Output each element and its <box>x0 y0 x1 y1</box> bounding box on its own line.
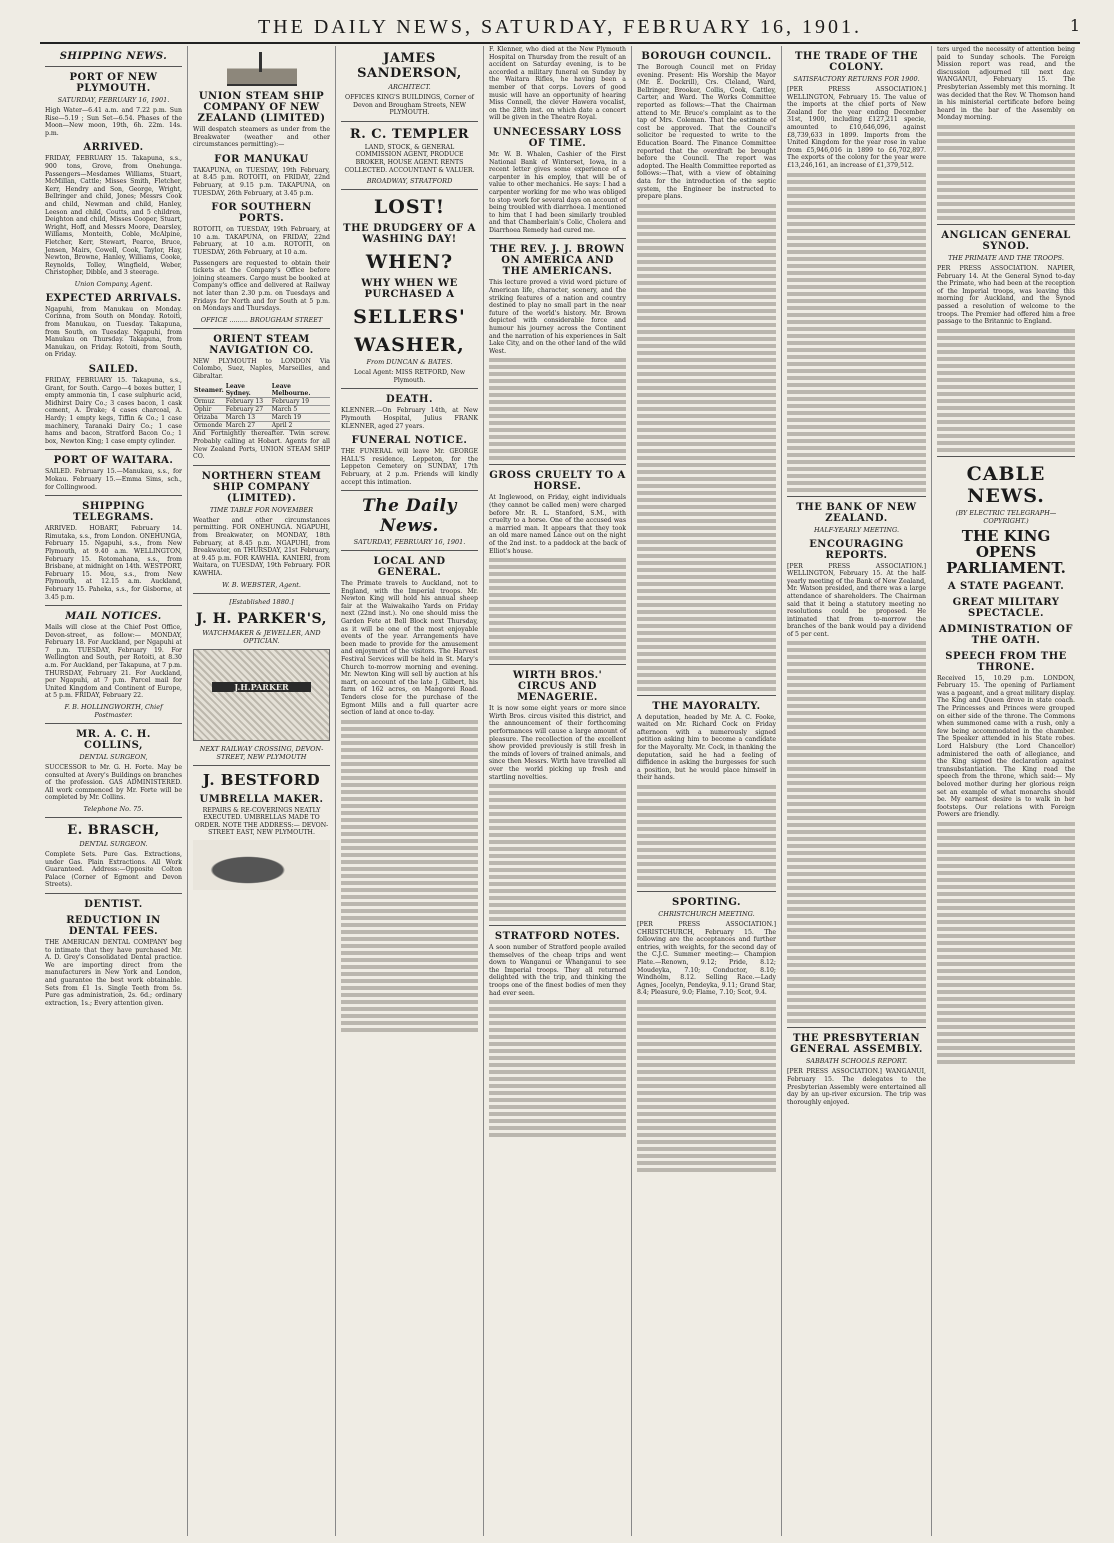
synod-text: PER PRESS ASSOCIATION. NAPIER, February 14. At the General Synod to-day the Primate, who had been at the reception of the Imperial troops, was leaving this morning for Auckland, and the Synod passed a resolution of welcome to the troops. The Premier had offered him a free passage to the Britannic to England. <box>937 264 1075 326</box>
divider <box>45 723 182 724</box>
templer-text: LAND, STOCK, & GENERAL COMMISSION AGENT, PRODUCE BROKER, HOUSE AGENT. RENTS COLLECTED. ACCOUNTANT & VALUER. <box>344 143 475 174</box>
lost-subheading: THE DRUDGERY OF A WASHING DAY! <box>343 223 476 246</box>
presbyterian-heading: THE PRESBYTERIAN GENERAL ASSEMBLY. <box>790 1033 923 1056</box>
column-2 <box>188 46 336 1536</box>
column-1 <box>40 46 188 1536</box>
divider <box>489 464 626 465</box>
port-heading: PORT OF NEW PLYMOUTH. <box>69 72 158 94</box>
table-cell: Orizaba <box>193 414 225 422</box>
illegible-text-lines <box>787 173 926 492</box>
borough-text: The Borough Council met on Friday evening. Present: His Worship the Mayor (Mr. E. Dockrill), Crs. Cleland, Ward, Bellringer, Brooker, Collis, Cook, Cattley, Carter, and Ward. The Works Committee reported as follows:—That the Chairman attend to Mr. Bruce's complaint as to the tap of Mrs. Coleman. That the estimate of cost be approved. That the Council's solicitor be requested to write to the Education Board. The Finance Committee reported that the overdraft be brought before the Council. The report was adopted. The Health Committee reported as follows:—That, with a view of obtaining data for the introduction of the septic system, the Engineer be instructed to prepare plans. <box>637 64 776 201</box>
local-agent: Local Agent: MISS RETFORD, New Plymouth. <box>353 369 466 384</box>
masthead <box>40 14 1080 44</box>
synod-subheading: THE PRIMATE AND THE TROOPS. <box>948 253 1064 262</box>
local-general-heading: LOCAL AND GENERAL. <box>373 556 446 579</box>
tides-text: High Water—6.41 a.m. and 7.22 p.m. Sun Rise—5.19 ; Sun Set—6.54. Phases of the Moon—New moon, 19th, 6h. 22m. 14s. p.m. <box>45 107 182 137</box>
shipping-date: SATURDAY, FEBRUARY 16, 1901. <box>57 96 170 104</box>
mayoralty-heading: THE MAYORALTY. <box>652 700 761 712</box>
table-cell: February 13 <box>225 398 271 406</box>
boot-illustration <box>193 840 330 890</box>
presbyterian-subheading: SABBATH SCHOOLS REPORT. <box>805 1057 908 1066</box>
illegible-text-lines <box>937 822 1075 1064</box>
orient-heading: ORIENT STEAM NAVIGATION CO. <box>209 333 314 356</box>
bank-heading: THE BANK OF NEW ZEALAND. <box>796 501 917 524</box>
trade-subheading: SATISFACTORY RETURNS FOR 1900. <box>793 75 920 83</box>
illegible-text-lines <box>787 641 926 1023</box>
brasch-subheading: DENTAL SURGEON. <box>79 840 148 848</box>
brasch-text: Complete Sets. Pure Gas. Extractions, under Gas. Plain Extractions. All Work Guaranteed. Address:—Opposite Colton Palace (Corner of Egmont and Devon Streets). <box>45 851 182 889</box>
divider <box>45 893 182 894</box>
divider <box>787 496 926 497</box>
sporting-subheading: CHRISTCHURCH MEETING. <box>658 910 755 919</box>
waitara-text: SAILED. February 15.—Manukau, s.s., for Mokau. February 15.—Emma Sims, sch., for Collingwood. <box>45 468 182 491</box>
sanderson-text: OFFICES KING'S BUILDINGS, Corner of Devon and Brougham Streets, NEW PLYMOUTH. <box>345 94 474 117</box>
sanderson-heading: JAMES SANDERSON, <box>357 51 462 81</box>
divider <box>341 388 478 389</box>
divider <box>341 550 478 551</box>
table-cell: April 2 <box>271 422 330 430</box>
column-3 <box>336 46 484 1536</box>
divider <box>193 593 330 594</box>
agents-text: Union Company, Agent. <box>74 279 153 288</box>
funeral-text: THE FUNERAL will leave Mr. GEORGE HALL'S residence, Leppeton, for the Leppeton Cemetery on SUNDAY, 17th February, at 2 p.m. Friends will kindly accept this intimation. <box>341 448 478 486</box>
column-5 <box>632 46 782 1536</box>
parker-heading: J. H. PARKER'S, <box>195 610 327 627</box>
local-general-text: The Primate travels to Auckland, not to England, with the Imperial troops. Mr. Newton King will hold his annual sheep fair at the Waiwakaiho Yards on Friday next (22nd inst.). No one should miss the Garden Fete at Bell Block next Thursday, as it will be one of the most enjoyable events of the year. Arrangements have been made to provide for the amusement and enjoyment of the visitors. The Harvest Festival Services will be held in St. Mary's Church to-morrow morning and evening. Mr. Newton King will sell by auction at his mart, on account of the late J. Gilbert, his farm of 162 acres, on Mangorei Road. Tenders close for the purchase of the Egmont Mills and a full quarter acre section of land at once to-day. <box>341 580 478 717</box>
illegible-text-lines <box>489 358 626 460</box>
brown-text: This lecture proved a vivid word picture of American life, character, scenery, and the striking features of a nation and country destined to play no small part in the near future of the world's history. Mr. Brown depicted with considerable force and humour his journey across the Continent and the narration of his experiences in Salt Lake City, and on the other land of the wild West. <box>489 279 626 355</box>
divider <box>341 189 478 190</box>
intro-text: F. Klenner, who died at the New Plymouth Hospital on Thursday from the result of an accident on Saturday evening, is to be accorded a military funeral on Sunday by the Waitara Rifles, he having been a member of that corps. Lovers of good music will have an opportunity of hearing Miss Connell, the clever Hawera vocalist, on the 28th inst. on which date a concert will be given in the Theatre Royal. <box>489 46 626 122</box>
cable-heading: CABLE NEWS. <box>966 462 1046 507</box>
collins-subheading: DENTAL SURGEON, <box>79 753 148 762</box>
waitara-heading: PORT OF WAITARA. <box>53 455 174 467</box>
table-header: Leave Sydney. <box>225 383 271 398</box>
expected-heading: EXPECTED ARRIVALS. <box>45 292 182 304</box>
divider <box>193 328 330 329</box>
bestford-text: REPAIRS & RE-COVERINGS NEATLY EXECUTED. UMBRELLAS MADE TO ORDER. NOTE THE ADDRESS:— DEVON-STREET EAST, NEW PLYMOUTH. <box>194 806 329 837</box>
northern-text: Weather and other circumstances permitting. FOR ONEHUNGA. NGAPUHI, from Breakwater, on MONDAY, 18th February, at 8.45 p.m. NGAPUHI, from Breakwater, on THURSDAY, 21st February, at 9.45 p.m. FOR KAWHIA. KANIERI, from Waitara, on TUESDAY, 19th February. FOR KAWHIA. <box>193 516 330 577</box>
divider <box>45 495 182 496</box>
dentist-heading: DENTIST. <box>84 898 143 910</box>
collins-text: SUCCESSOR to Mr. G. H. Forte. May be consulted at Avery's Buildings on branches of the profession. GAS ADMINISTERED. All work commenced by Mr. Forte will be completed by Mr. Collins. <box>45 764 182 802</box>
divider <box>637 695 776 696</box>
divider <box>193 465 330 466</box>
synod-heading: ANGLICAN GENERAL SYNOD. <box>941 229 1071 252</box>
divider <box>489 238 626 239</box>
bank-text: [PER PRESS ASSOCIATION.] WELLINGTON, February 15. At the half-yearly meeting of the Bank of New Zealand, Mr. Watson presided, and there was a large attendance of shareholders. The Chairman said that it being a statutory meeting no resolutions could be proposed. He intimated that from to-morrow the branches of the bank would pay a dividend of 5 per cent. <box>787 562 926 638</box>
death-text: KLENNER.—On February 14th, at New Plymouth Hospital, Julius FRANK KLENNER, aged 27 years. <box>341 407 478 430</box>
stratford-heading: STRATFORD NOTES. <box>494 931 621 943</box>
table-row <box>193 398 330 406</box>
brown-heading: THE REV. J. J. BROWN ON AMERICA AND THE AMERICANS. <box>490 244 625 278</box>
telegrams-text: ARRIVED. HOBART, February 14. Rimutaka, s.s., from London. ONEHUNGA, February 15. Ngapuhi, s.s., from New Plymouth, at 9.40 a.m. WELLINGTON, February 15. Rotomahana, s.s., from Brisbane, at midnight on 14th. WESTPORT, February 15. Mou, s.s., from New Plymouth, at 12.15 a.m. Auckland, February 15. Paheka, s.s., for Gisborne, at 3.45 p.m. <box>45 525 182 601</box>
table-row <box>193 406 330 414</box>
divider <box>193 765 330 766</box>
death-heading: DEATH. <box>386 394 433 406</box>
telephone-number: Telephone No. 75. <box>83 805 144 813</box>
northern-subheading: TIME TABLE FOR NOVEMBER <box>209 505 314 514</box>
page-number: 1 <box>1069 16 1080 35</box>
pageant-heading: A STATE PAGEANT. <box>947 580 1065 592</box>
table-header: Leave Melbourne. <box>271 383 330 398</box>
illegible-text-lines <box>489 784 626 921</box>
divider <box>937 224 1075 225</box>
divider <box>787 1027 926 1028</box>
table-cell: March 5 <box>271 406 330 414</box>
illegible-text-lines <box>637 204 776 691</box>
expected-text: Ngapuhi, from Manukau on Monday. Corinna, from South on Monday. Rotoiti, from Manukau, on Tuesday. Takapuna, from South, on Tuesday. Ngapuhi, from Manukau on Thursday. Takapuna, from Manukau, on Friday. Rotoiti, from South, on Friday. <box>45 305 182 359</box>
washer-subheading: From DUNCAN & BATES. <box>366 358 453 367</box>
office-label: OFFICE ......... BROUGHAM STREET <box>200 315 323 324</box>
mayoralty-text: A deputation, headed by Mr. A. C. Fooke, waited on Mr. Richard Cock on Friday afternoon with a numerously signed petition asking him to become a candidate for the Mayoralty. Mr. Cock, in thanking the deputation, said he had a feeling of diffidence in asking the burgesses for such a position, but he would place himself in their hands. <box>637 713 776 782</box>
unnecessary-heading: UNNECESSARY LOSS OF TIME. <box>493 126 622 149</box>
illegible-text-lines <box>637 785 776 887</box>
collins-heading: MR. A. C. H. COLLINS, <box>76 729 151 752</box>
postmaster-signature: F. B. HOLLINGWORTH, Chief Postmaster. <box>64 703 163 720</box>
newspaper-page <box>40 46 1080 1536</box>
parker-address: NEXT RAILWAY CROSSING, DEVON-STREET, NEW PLYMOUTH <box>199 744 324 761</box>
divider <box>45 449 182 450</box>
speech-heading: SPEECH FROM THE THRONE. <box>945 650 1067 673</box>
divider <box>45 66 182 67</box>
table-cell: Ophir <box>193 406 225 414</box>
illegible-text-lines <box>937 125 1075 220</box>
sanderson-subheading: ARCHITECT. <box>388 83 431 91</box>
table-cell: Ormonde <box>193 422 225 430</box>
orient-note: And Fortnightly thereafter. Twin screw. Probably calling at Hobart. Agents for all New Zealand Ports, UNION STEAM SHIP CO. <box>193 430 330 461</box>
bestford-subheading: UMBRELLA MAKER. <box>199 793 324 805</box>
illegible-text-lines <box>637 1000 776 1172</box>
parker-subheading: WATCHMAKER & JEWELLER, AND OPTICIAN. <box>202 628 321 645</box>
southern-text: ROTOITI, on TUESDAY, 19th February, at 10 a.m. TAKAPUNA, on FRIDAY, 22nd February, at 10 a.m. ROTOITI, on TUESDAY, 26th February, at 10 a.m. <box>193 226 330 256</box>
paper-name: The Daily News. <box>362 496 457 537</box>
when-heading: WHEN? <box>365 251 454 274</box>
assembly-text: ters urged the necessity of attention being paid to Sunday schools. The Foreign Mission report was read, and the discussion adjourned till next day. WANGANUI, February 15. The Presbyterian Assembly met this morning. It was decided that the Rev. W. Thomson hand in his ministerial certificate before being heard in the bar of the Assembly on Monday morning. <box>937 46 1075 122</box>
established-label: [Established 1880.] <box>229 597 294 606</box>
bestford-heading: J. BESTFORD <box>202 770 321 789</box>
unnecessary-text: Mr. W. B. Whalen, Cashier of the First National Bank of Winterset, Iowa, in a recent letter gives some experience of a carpenter in his employ, that will be of value to other mechanics. He says: I had a carpenter working for me who was obliged to stop work for several days on account of being troubled with diarrhoea. I mentioned to him that I had been similarly troubled and that Chamberlain's Colic, Cholera and Diarrhoea Remedy had cured me. <box>489 150 626 234</box>
cable-subheading: (BY ELECTRIC TELEGRAPH—COPYRIGHT.) <box>955 508 1057 525</box>
table-row <box>193 414 330 422</box>
divider <box>489 664 626 665</box>
funeral-heading: FUNERAL NOTICE. <box>351 435 468 447</box>
shipping-heading: SHIPPING NEWS. <box>59 51 168 62</box>
shop-sign: J.H.PARKER <box>212 682 311 692</box>
orient-text: NEW PLYMOUTH to LONDON Via Colombo, Suez, Naples, Marseilles, and Gibraltar. <box>193 357 330 380</box>
king-opens-parliament-heading: THE KING OPENS PARLIAMENT. <box>946 526 1066 577</box>
brasch-heading: E. BRASCH, <box>67 823 160 838</box>
table-cell: March 19 <box>271 414 330 422</box>
spectacle-heading: GREAT MILITARY SPECTACLE. <box>952 596 1060 619</box>
divider <box>489 925 626 926</box>
washer-heading: WASHER, <box>354 334 465 357</box>
templer-heading: R. C. TEMPLER <box>349 126 470 142</box>
illegible-text-lines <box>489 1000 626 1137</box>
wirth-text: It is now some eight years or more since Wirth Bros. circus visited this district, and the announcement of their forthcoming performances will cause a large amount of pleasure. The recollection of the excellent show provided previously is still fresh in the minds of lovers of trained animals, and since then Messrs. Wirth have travelled all over the world picking up fresh and startling novelties. <box>489 705 626 781</box>
cruelty-heading: GROSS CRUELTY TO A HORSE. <box>489 470 626 493</box>
newspaper-title: THE DAILY NEWS, SATURDAY, FEBRUARY 16, 1901. <box>257 16 863 38</box>
presbyterian-text: [PER PRESS ASSOCIATION.] WANGANUI, February 15. The delegates to the Presbyterian Assembly were entertained all day by an up-river excursion. The trip was thoroughly enjoyed. <box>787 1068 926 1106</box>
lost-heading: LOST! <box>373 196 446 219</box>
divider <box>937 456 1075 457</box>
illegible-text-lines <box>937 329 1075 452</box>
table-header: Steamer. <box>193 383 225 398</box>
table-cell: March 27 <box>225 422 271 430</box>
sailed-heading: SAILED. <box>88 364 139 376</box>
divider <box>341 490 478 491</box>
encouraging-heading: ENCOURAGING REPORTS. <box>809 538 904 561</box>
sailed-text: FRIDAY, FEBRUARY 15. Takapuna, s.s., Grant, for South. Cargo—4 boxes butter, 1 empty ammonia tin, 1 case sulphuric acid, Midhirst Dairy Co.; 3 cases bacon, 1 cask cement, A. Drake; 4 cases charcoal, A. Hardy; 1 empty kegs, Tiffin & Co.; 1 case machinery, Taranaki Dairy Co.; 1 case hams and bacon, Stratford Bacon Co.; 1 box, Newton King; 1 case empty cylinder. <box>45 377 182 445</box>
borough-heading: BOROUGH COUNCIL. <box>641 51 772 62</box>
webster-signature: W. B. WEBSTER, Agent. <box>222 580 301 589</box>
table-cell: March 13 <box>225 414 271 422</box>
cable-text: Received 15, 10.29 p.m. LONDON, February 15. The opening of Parliament was a pageant, and a great military display. The King and Queen drove in state coach. The Princesses and Princes were grouped on either side of the throne. The Commons when summoned came with a rush, only a few being accommodated in the chamber. The Speaker attended in his State robes. Lord Halsbury (the Lord Chancellor) administered the oath of allegiance, and the King signed the declaration against transubstantiation. The King read the speech from the throne, which said:— My beloved mother during her glorious reign set an example of what monarchs should be. My earnest desire is to walk in her footsteps. Our relations with Foreign Powers are friendly. <box>937 674 1075 819</box>
sellers-heading: SELLERS' <box>353 306 466 329</box>
freight-note: Passengers are requested to obtain their tickets at the Company's Office before joining steamers. Cargo must be booked at Company's office and delivered at Railway not later than 2.30 p.m. on Tuesdays and Fridays for North and for South at 5 p.m. on Mondays and Thursdays. <box>193 259 330 313</box>
wirth-heading: WIRTH BROS.' CIRCUS AND MENAGERIE. <box>512 670 603 704</box>
cruelty-text: At Inglewood, on Friday, eight individuals (they cannot be called men) were charged before Mr. R. L. Stanford, S.M., with cruelty to a horse. One of the accused was a married man. It appears that they took an old mare named Lance out on the night of the 2nd inst. to a paddock at the back of Elliot's house. <box>489 494 626 555</box>
column-6 <box>782 46 932 1536</box>
steamship-icon <box>227 50 297 86</box>
mail-text: Mails will close at the Chief Post Office, Devon-street, as follow:— MONDAY, February 18. For Auckland, per Ngapuhi at 7 p.m. TUESDAY, February 19. For Wellington and South, per Rotoiti, at 8.30 a.m. For Auckland, per Takapuna, at 7 p.m. THURSDAY, February 21. For Auckland, per Ngapuhi, at 7 p.m. Parcel mail for United Kingdom and Continent of Europe, at 5 p.m. FRIDAY, February 22. <box>45 624 182 700</box>
trade-heading: THE TRADE OF THE COLONY. <box>794 51 919 73</box>
northern-heading: NORTHERN STEAM SHIP COMPANY (LIMITED). <box>201 470 322 504</box>
bank-subheading: HALF-YEARLY MEETING. <box>813 525 900 534</box>
sporting-text: [PER PRESS ASSOCIATION.] CHRISTCHURCH, February 15. The following are the acceptances and further entries, with weights, for the second day of the C.J.C. Summer meeting:— Champion Plate.—Renown, 9.12; Pride, 8.12; Moudeyka, 7.10; Conductor, 8.10; Windholm, 8.12. Selling Race.—Lady Agnes, Jocelyn, Pendeyka, 9.11; Grand Star, 8.4; Pleasure, 9.0; Flame, 7.10; Scot, 9.4. <box>637 921 776 997</box>
divider <box>45 605 182 606</box>
table-cell: February 27 <box>225 406 271 414</box>
arrived-text: FRIDAY, FEBRUARY 15. Takapuna, s.s., 900 tons, Grove, from Onehunga. Passengers—Mesdames Williams, Stuart, McMillan, Cattle; Misses Smith, Fletcher, Kerr, Hendry and Son, George, Wright, Bellringer and child, Jones; Messrs Cook and child, Newman and child, Hanley, Leeson and child, Coutts, and 5 children, Deighton and child, Misses Cooper, Stuart, Wright, Hoff, and Messrs Moore, Dearsley, Williams, Monteith, Coble, McAlpine, Fletcher, Kerr, Stewart, Pearce, Bruce, Jensen, Mairs, Cowell, Cook, Taylor, Hay, Newton, Browne, Hanley, Williams, Cooke, Reynolds, Tolley, Wingfield, Weber, Christopher, Dibble, and 3 steerage. <box>45 155 182 277</box>
divider <box>45 817 182 818</box>
manukau-text: TAKAPUNA, on TUESDAY, 19th February, at 8.45 p.m. ROTOITI, on FRIDAY, 22nd February, at 9.15 p.m. TAKAPUNA, on TUESDAY, 26th February, at 3.45 p.m. <box>193 166 330 197</box>
column-4 <box>484 46 632 1536</box>
trade-text: [PER PRESS ASSOCIATION.] WELLINGTON, February 15. The value of the imports at the chief ports of New Zealand for the year ending December 31st, 1900, including £127,211 specie, amounted to £10,646,096, against £8,739,633 in 1899. Imports from the United Kingdom for the year rose in value from £5,946,016 in 1899 to £6,702,897. The exports of the colony for the year were £13,246,161, an increase of £1,379,512. <box>787 86 926 169</box>
union-steamship-text: Will despatch steamers as under from the Breakwater (weather and other circumstances permitting):— <box>193 126 330 149</box>
table-cell: February 19 <box>271 398 330 406</box>
union-steamship-heading: UNION STEAM SHIP COMPANY OF NEW ZEALAND (LIMITED) <box>197 91 326 124</box>
reduction-heading: REDUCTION IN DENTAL FEES. <box>66 914 161 937</box>
telegrams-heading: SHIPPING TELEGRAMS. <box>73 501 154 524</box>
illegible-text-lines <box>341 720 478 1032</box>
oath-heading: ADMINISTRATION OF THE OATH. <box>939 623 1073 646</box>
table-row <box>193 422 330 430</box>
reduction-text: THE AMERICAN DENTAL COMPANY beg to intimate that they have purchased Mr. A. D. Grey's Consolidated Dental practice. We are importing direct from the manufacturers in New York and London, and guarantee the best work obtainable. Sets from £1 1s. Single Teeth from 5s. Pure gas administration, 2s. 6d.; ordinary extraction, 1s.; Every attention given. <box>45 938 182 1007</box>
sailing-table <box>193 383 330 430</box>
column-7 <box>932 46 1080 1536</box>
southern-heading: FOR SOUTHERN PORTS. <box>211 202 312 225</box>
table-cell: Ormuz <box>193 398 225 406</box>
paper-date: SATURDAY, FEBRUARY 16, 1901. <box>353 538 466 547</box>
templer-address: BROADWAY, STRATFORD <box>366 177 453 186</box>
divider <box>341 121 478 122</box>
stratford-text: A soon number of Stratford people availed themselves of the cheap trips and went down to Wanganui or Whanganui to see the Imperial troops. They all returned delighted with the trip, and thinking the troops one of the finest bodies of men they had ever seen. <box>489 944 626 997</box>
shopfront-illustration <box>193 649 330 741</box>
sporting-heading: SPORTING. <box>671 897 741 909</box>
when-subheading: WHY WHEN WE PURCHASED A <box>361 278 458 301</box>
mail-heading: MAIL NOTICES. <box>65 611 162 623</box>
divider <box>637 891 776 892</box>
illegible-text-lines <box>489 558 626 660</box>
arrived-heading: ARRIVED. <box>83 142 144 154</box>
manukau-heading: FOR MANUKAU <box>214 153 309 165</box>
